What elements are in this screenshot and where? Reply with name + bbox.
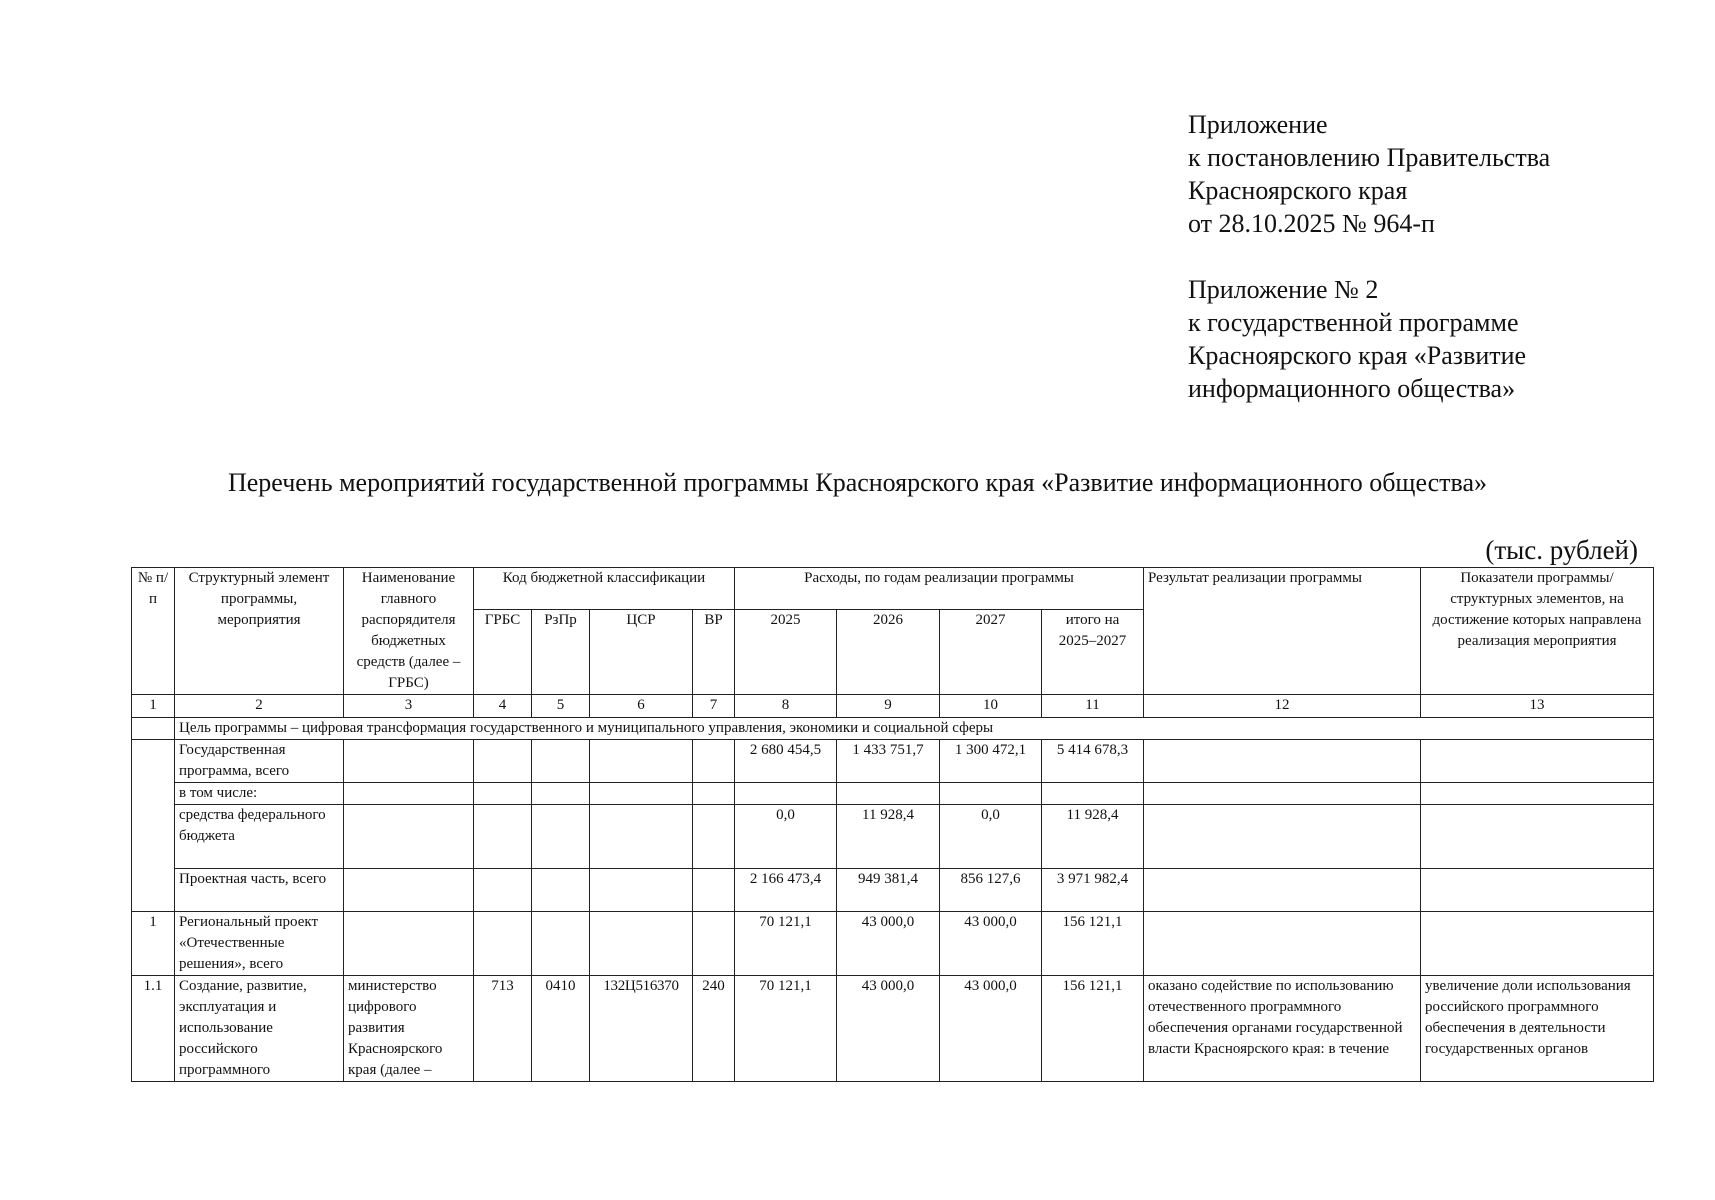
row-num: 1.1 <box>132 976 175 1082</box>
program-goal: Цель программы – цифровая трансформация государственного и муниципального управления, экономики и социальной сферы <box>175 718 1654 740</box>
row-csr <box>590 740 693 783</box>
row-result <box>1144 912 1421 976</box>
row-total: 11 928,4 <box>1042 805 1144 869</box>
row-2027: 43 000,0 <box>940 912 1042 976</box>
header-rzpr: РзПр <box>532 610 590 695</box>
header-grbs: ГРБС <box>474 610 532 695</box>
column-number: 4 <box>474 695 532 718</box>
row-grbs-name <box>344 740 474 783</box>
header-year-2025: 2025 <box>735 610 837 695</box>
row-result: оказано содействие по использованию отечественного программного обеспечения органами государственной власти Красноярского края: в течение <box>1144 976 1421 1082</box>
header-num: № п/п <box>132 568 175 695</box>
appendix-line: Красноярского края <box>1188 176 1408 205</box>
row-csr <box>590 805 693 869</box>
row-2027: 856 127,6 <box>940 869 1042 912</box>
row-total: 156 121,1 <box>1042 976 1144 1082</box>
header-vr: ВР <box>693 610 735 695</box>
header-csr: ЦСР <box>590 610 693 695</box>
column-number: 5 <box>532 695 590 718</box>
row-grbs <box>474 783 532 805</box>
table-row <box>132 976 1654 1082</box>
column-number: 7 <box>693 695 735 718</box>
header-expenses: Расходы, по годам реализации программы <box>735 568 1144 610</box>
row-indicator <box>1421 912 1654 976</box>
row-2025: 70 121,1 <box>735 912 837 976</box>
row-vr <box>693 740 735 783</box>
row-total: 156 121,1 <box>1042 912 1144 976</box>
row-total <box>1042 783 1144 805</box>
row-2025: 0,0 <box>735 805 837 869</box>
row-grbs <box>474 805 532 869</box>
row-csr <box>590 912 693 976</box>
column-numbers-row <box>132 695 1654 718</box>
row-element: Государственная программа, всего <box>175 740 344 783</box>
units-label: (тыс. рублей) <box>1485 535 1638 565</box>
row-rzpr <box>532 805 590 869</box>
row-vr: 240 <box>693 976 735 1082</box>
row-grbs-name <box>344 912 474 976</box>
row-result <box>1144 783 1421 805</box>
row-result <box>1144 869 1421 912</box>
row-2026: 43 000,0 <box>837 976 940 1082</box>
column-number: 3 <box>344 695 474 718</box>
row-2026: 949 381,4 <box>837 869 940 912</box>
row-2025: 2 166 473,4 <box>735 869 837 912</box>
header-element: Структурный элемент программы, мероприятия <box>175 568 344 695</box>
header-year-2027: 2027 <box>940 610 1042 695</box>
row-total: 3 971 982,4 <box>1042 869 1144 912</box>
header-grbs-name: Наименование главного распорядителя бюджетных средств (далее – ГРБС) <box>344 568 474 695</box>
row-grbs <box>474 912 532 976</box>
appendix-line: информационного общества» <box>1188 374 1516 403</box>
row-csr <box>590 869 693 912</box>
row-num: 1 <box>132 912 175 976</box>
row-element: Региональный проект «Отечественные решения», всего <box>175 912 344 976</box>
row-rzpr: 0410 <box>532 976 590 1082</box>
row-indicator <box>1421 805 1654 869</box>
row-result <box>1144 805 1421 869</box>
appendix-line: Красноярского края «Развитие <box>1188 341 1527 370</box>
row-rzpr <box>532 783 590 805</box>
goal-row <box>132 718 1654 740</box>
appendix-line: к государственной программе <box>1188 308 1519 337</box>
row-2026: 11 928,4 <box>837 805 940 869</box>
column-number: 11 <box>1042 695 1144 718</box>
header-result: Результат реализации программы <box>1144 568 1421 695</box>
appendix-line: к постановлению Правительства <box>1188 143 1551 172</box>
table-row <box>132 912 1654 976</box>
column-number: 8 <box>735 695 837 718</box>
row-2025 <box>735 783 837 805</box>
row-grbs-name <box>344 869 474 912</box>
column-number: 9 <box>837 695 940 718</box>
row-2027: 1 300 472,1 <box>940 740 1042 783</box>
row-indicator <box>1421 783 1654 805</box>
column-number: 12 <box>1144 695 1421 718</box>
row-element: Создание, развитие, эксплуатация и использование российского программного <box>175 976 344 1082</box>
row-indicator <box>1421 740 1654 783</box>
header-total: итого на 2025–2027 <box>1042 610 1144 695</box>
row-element: средства федерального бюджета <box>175 805 344 869</box>
measures-table <box>131 567 1654 1082</box>
row-element: Проектная часть, всего <box>175 869 344 912</box>
row-csr <box>590 783 693 805</box>
row-grbs-name: министерство цифрового развития Красноярского края (далее – <box>344 976 474 1082</box>
row-grbs-name <box>344 805 474 869</box>
row-rzpr <box>532 740 590 783</box>
row-vr <box>693 912 735 976</box>
header-indicators: Показатели программы/структурных элементов, на достижение которых направлена реализация мероприятия <box>1421 568 1654 695</box>
row-grbs-name <box>344 783 474 805</box>
row-2027: 0,0 <box>940 805 1042 869</box>
table-row <box>132 869 1654 912</box>
table-row <box>132 740 1654 783</box>
row-indicator: увеличение доли использования российского программного обеспечения в деятельности государственных органов <box>1421 976 1654 1082</box>
appendix-line: от 28.10.2025 № 964-п <box>1188 209 1435 238</box>
row-result <box>1144 740 1421 783</box>
column-number: 2 <box>175 695 344 718</box>
row-2026: 1 433 751,7 <box>837 740 940 783</box>
row-grbs <box>474 869 532 912</box>
row-indicator <box>1421 869 1654 912</box>
header-kbk: Код бюджетной классификации <box>474 568 735 610</box>
row-rzpr <box>532 912 590 976</box>
goal-num-cell <box>132 718 175 740</box>
header-year-2026: 2026 <box>837 610 940 695</box>
column-number: 1 <box>132 695 175 718</box>
row-element: в том числе: <box>175 783 344 805</box>
document-title: Перечень мероприятий государственной программы Красноярского края «Развитие информационного общества» <box>227 468 1488 497</box>
row-2025: 2 680 454,5 <box>735 740 837 783</box>
row-2025: 70 121,1 <box>735 976 837 1082</box>
row-2027: 43 000,0 <box>940 976 1042 1082</box>
row-2027 <box>940 783 1042 805</box>
row-num-merged <box>132 740 175 912</box>
row-2026: 43 000,0 <box>837 912 940 976</box>
row-grbs <box>474 740 532 783</box>
row-vr <box>693 805 735 869</box>
column-number: 13 <box>1421 695 1654 718</box>
column-number: 6 <box>590 695 693 718</box>
row-vr <box>693 869 735 912</box>
appendix-line: Приложение <box>1188 110 1328 139</box>
table-row <box>132 783 1654 805</box>
appendix-line: Приложение № 2 <box>1188 275 1379 304</box>
row-total: 5 414 678,3 <box>1042 740 1144 783</box>
row-vr <box>693 783 735 805</box>
row-csr: 132Ц516370 <box>590 976 693 1082</box>
appendix-header <box>1188 108 1550 405</box>
column-number: 10 <box>940 695 1042 718</box>
row-grbs: 713 <box>474 976 532 1082</box>
row-2026 <box>837 783 940 805</box>
table-row <box>132 805 1654 869</box>
row-rzpr <box>532 869 590 912</box>
